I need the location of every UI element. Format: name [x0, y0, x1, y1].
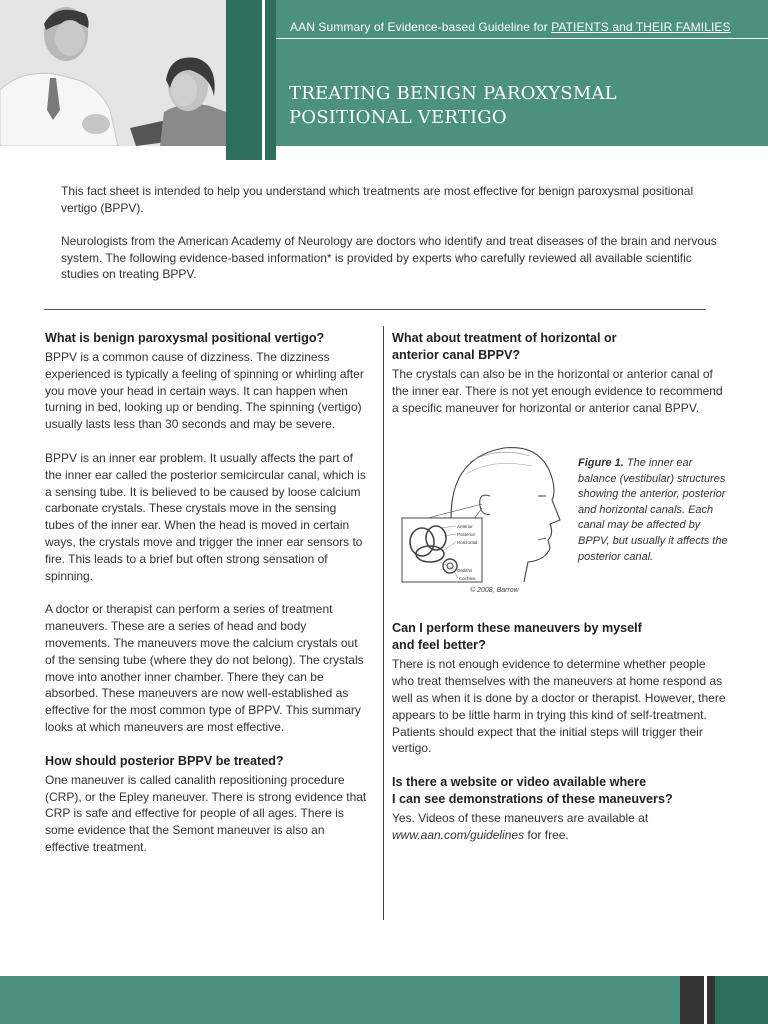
heading-what-is-bppv: What is benign paroxysmal positional vertigo? — [45, 331, 325, 345]
figure-1 — [400, 442, 730, 602]
paragraph-horizontal-anterior: The crystals can also be in the horizontal or anterior canal of the inner ear. There is not yet enough evidence to recommend a specific maneuver for horizontal or anterior canal BPPV. — [392, 367, 723, 415]
paragraph-video: Yes. Videos of these maneuvers are available at www.aan.com/guidelines for free. — [392, 811, 649, 842]
intro-section — [61, 183, 717, 300]
label-posterior: Posterior — [457, 532, 476, 537]
page-title — [289, 82, 617, 130]
inner-ear-illustration — [400, 442, 575, 592]
header-accent-bar — [226, 0, 262, 160]
footer-accent-dark — [680, 976, 704, 1024]
label-cochlea: Cochlea — [459, 576, 476, 581]
title-line-1: TREATING BENIGN PAROXYSMAL — [289, 83, 617, 104]
left-column — [45, 330, 367, 873]
title-line-2: POSITIONAL VERTIGO — [289, 107, 507, 128]
figure-caption — [578, 456, 730, 565]
footer-accent-thin — [707, 976, 715, 1024]
column-divider — [383, 326, 384, 920]
footer-band — [0, 976, 768, 1024]
header-photo — [0, 0, 226, 146]
header-accent-bar-thin — [265, 0, 276, 160]
intro-paragraph-2: Neurologists from the American Academy of Neurology are doctors who identify and treat diseases of the brain and nervous system. The following evidence-based information* is provided by experts who carefully reviewed all available scientific studies on treating BPPV. — [61, 234, 717, 281]
intro-paragraph-1: This fact sheet is intended to help you understand which treatments are most effective for benign paroxysmal positional vertigo (BPPV). — [61, 184, 694, 215]
label-anterior: Anterior — [457, 524, 473, 529]
paragraph-bppv-definition: BPPV is a common cause of dizziness. The dizziness experienced is typically a feeling of spinning or whirling after you move your head in certain ways. It can happen when turning in bed, looking up or bending. The spinning (vertigo) usually lasts less than 30 seconds and may be severe. — [45, 350, 364, 432]
heading-posterior-treatment: How should posterior BPPV be treated? — [45, 753, 284, 768]
label-otoliths: Otoliths — [457, 568, 473, 573]
series-prefix: AAN Summary of Evidence-based Guideline for — [290, 20, 552, 34]
paragraph-self-treatment: There is not enough evidence to determine whether people who treat themselves with the maneuvers at home respond as well as when it is done by a doctor or therapist. However, there appears to be little harm in trying this kind of self-treatment. Patients should expect that the initial steps will trigger their vertigo. — [392, 657, 726, 756]
header-divider — [276, 38, 768, 39]
paragraph-inner-ear: BPPV is an inner ear problem. It usually affects the part of the inner ear called the posterior semicircular canal, which is a sensing tube. It is believed to be caused by loose calcium carbonate crystals. These crystals move in the sensing tubes of the inner ear. When the head is moved in certain ways, the crystals move and trigger the inner ear sensors to fire. This leads to a brief but often strong sensation of spinning. — [45, 450, 366, 583]
section-divider — [44, 309, 706, 310]
doctor-patient-photo — [0, 0, 226, 146]
guidelines-link[interactable]: www.aan.com/guidelines — [392, 827, 525, 842]
heading-self-treatment: Can I perform these maneuvers by myself and feel better? — [392, 621, 642, 653]
footer-accent-green — [715, 976, 768, 1024]
series-audience: PATIENTS and THEIR FAMILIES — [551, 20, 731, 34]
paragraph-crp: One maneuver is called canalith repositioning procedure (CRP), or the Epley maneuver. There is strong evidence that CRP is safe and effective for people of all ages. There is some evidence that the Semont maneuver is also an effective treatment. — [45, 772, 367, 854]
figure-caption-label: Figure 1. — [578, 457, 624, 469]
figure-credit: © 2008, Barrow — [470, 587, 519, 594]
heading-video: Is there a website or video available where I can see demonstrations of these maneuvers? — [392, 775, 673, 807]
series-line — [290, 20, 731, 34]
heading-horizontal-anterior: What about treatment of horizontal or anterior canal BPPV? — [392, 331, 617, 362]
paragraph-maneuvers: A doctor or therapist can perform a series of treatment maneuvers. These are a series of head and body movements. The maneuvers move the calcium crystals out of the sensing tube (where they do not belong). The crystals move into another inner chamber. There they can be absorbed. These maneuvers are now well-established as effective for the most common type of BPPV. This summary looks at which maneuvers are most effective. — [45, 602, 364, 734]
label-horizontal: Horizontal — [457, 540, 478, 545]
figure-caption-text: The inner ear balance (vestibular) structures showing the anterior, posterior and horizontal canals. Each canal may be affected by BPPV, but usually it affects the posterior canal. — [578, 457, 728, 563]
